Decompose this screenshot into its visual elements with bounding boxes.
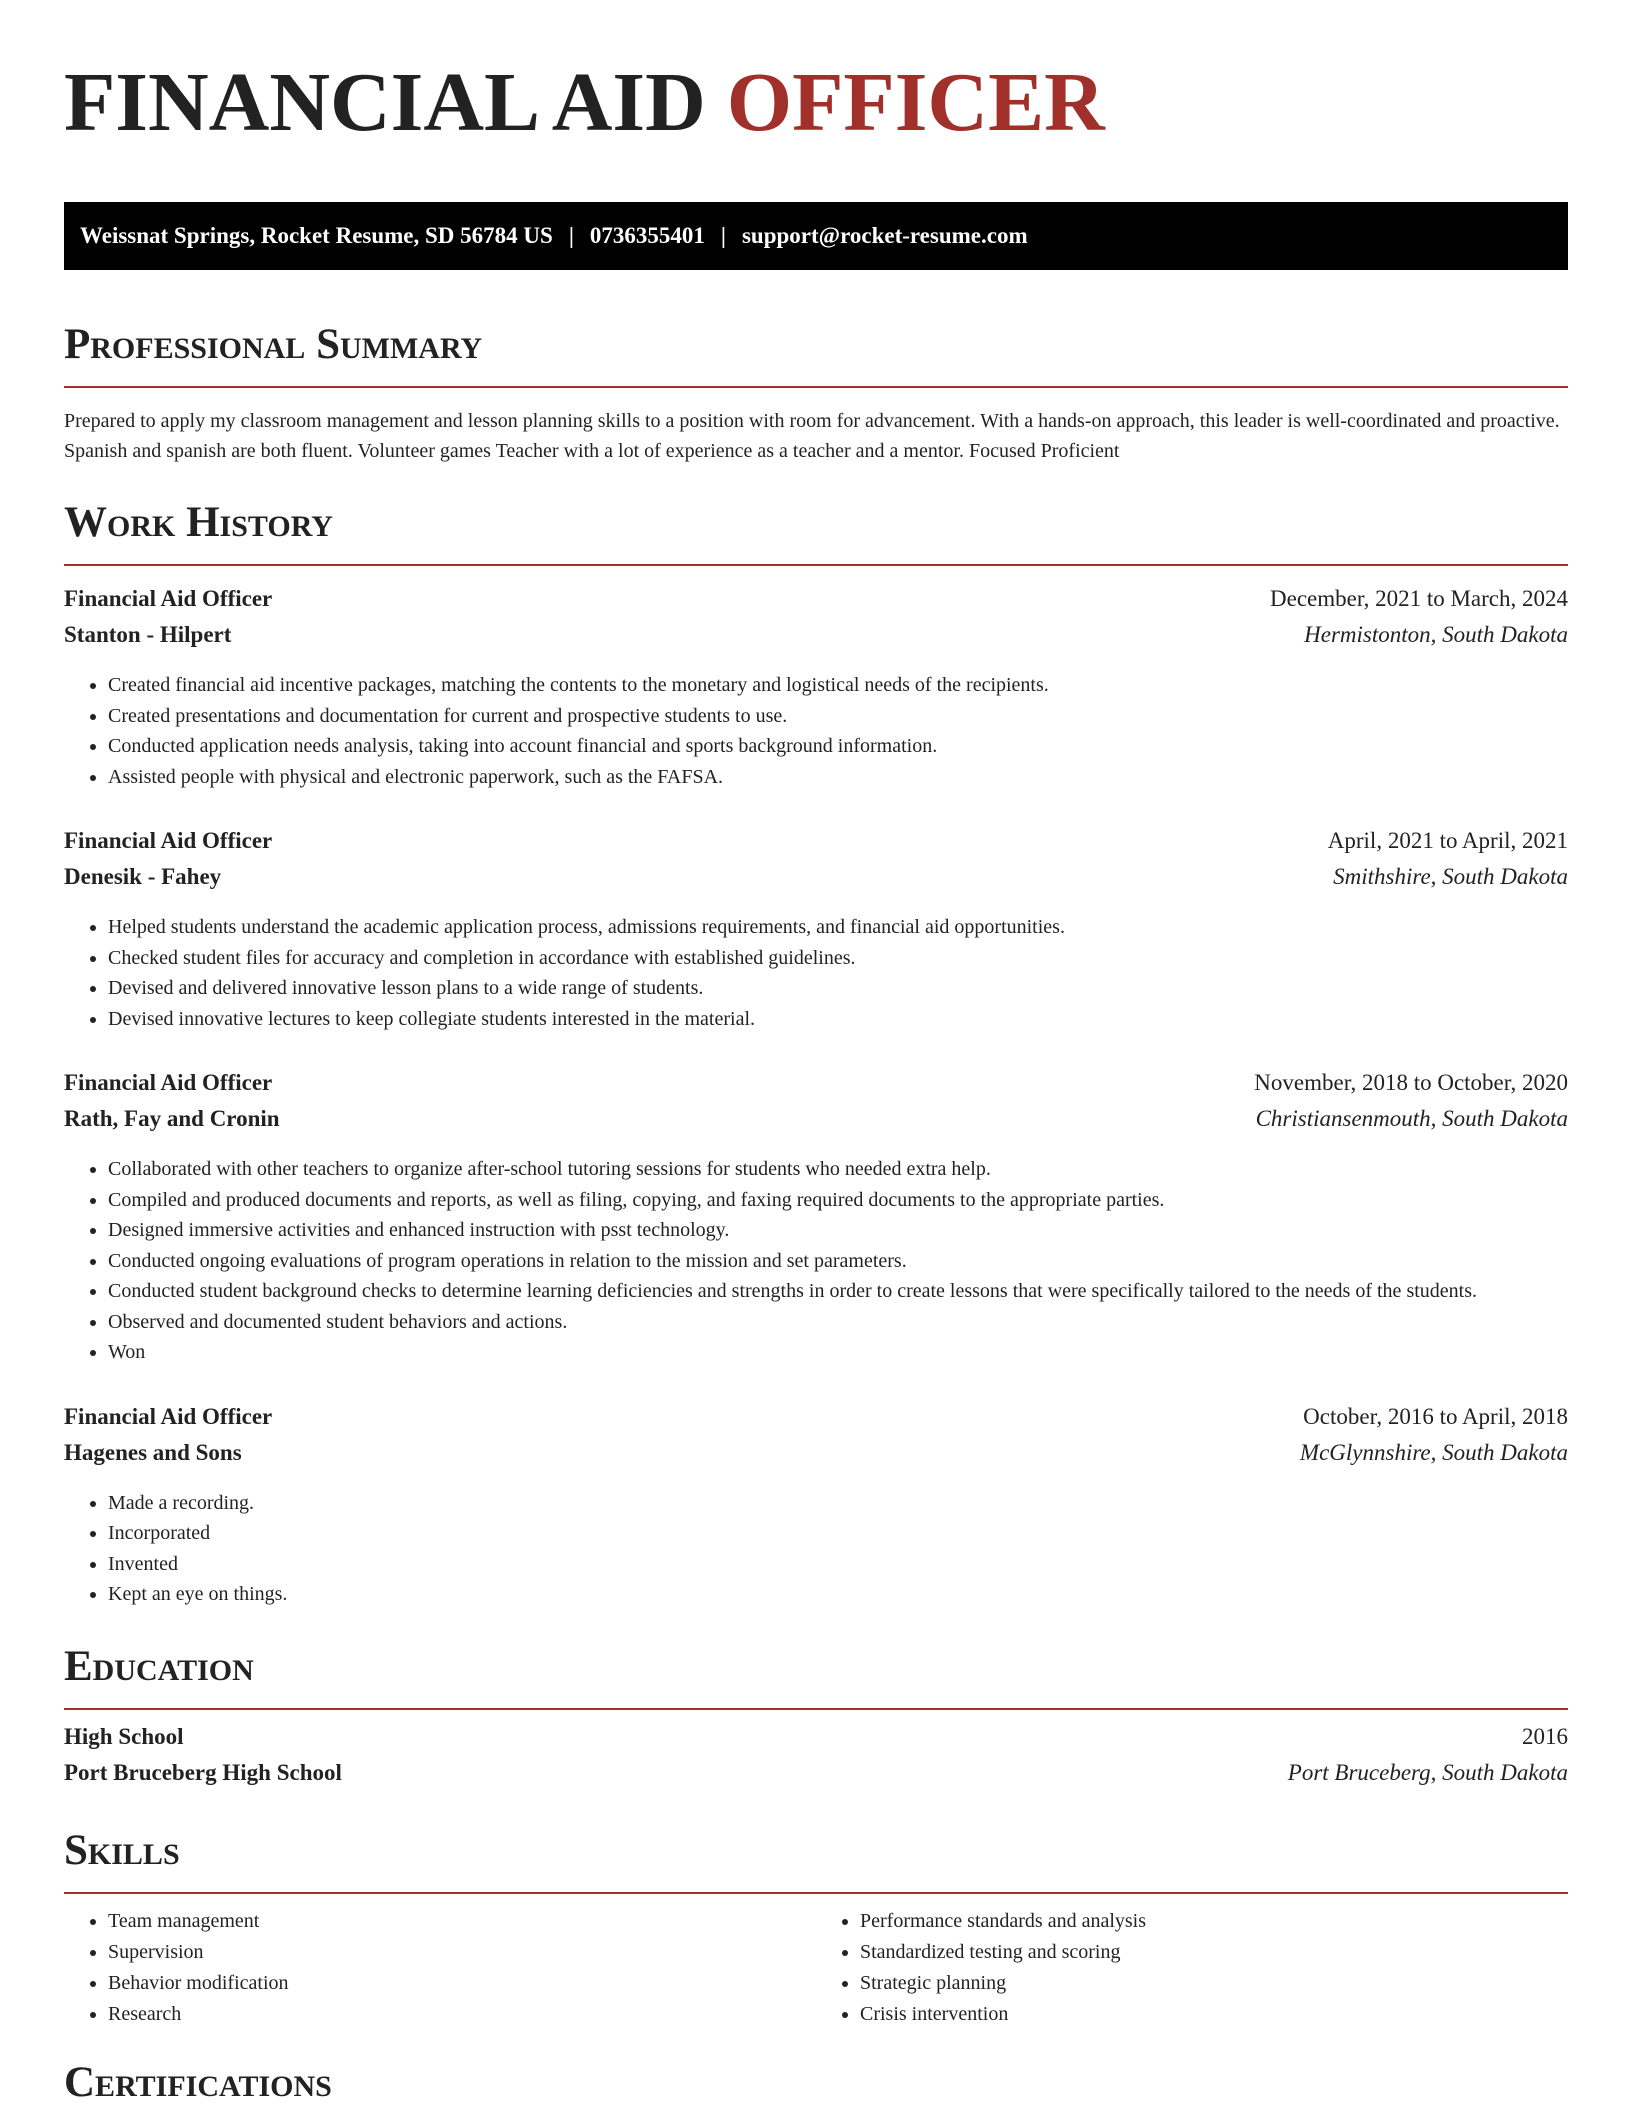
section-divider — [64, 564, 1568, 566]
education-degree: High School — [64, 1723, 184, 1749]
job-company: Denesik - Fahey — [64, 864, 222, 889]
certifications-heading: Certifications — [64, 2058, 332, 2106]
certifications-section — [64, 2056, 1568, 2110]
education-location: Port Bruceberg, South Dakota — [1287, 1759, 1568, 1785]
summary-section — [64, 318, 1568, 466]
contact-separator: | — [568, 223, 574, 248]
job-bullet: • Devised and delivered innovative lesson plans to a wide range of students. — [108, 973, 1568, 1004]
work-history-heading: Work History — [64, 499, 333, 546]
job-entry — [64, 1070, 1568, 1368]
job-bullet: • Conducted student background checks to determine learning deficiencies and strengths in order to create lessons that were specifically tailored to the needs of the students. — [108, 1276, 1568, 1307]
job-bullet: • Compiled and produced documents and reports, as well as filing, copying, and faxing required documents to the appropriate parties. — [108, 1185, 1568, 1216]
work-history-section — [64, 496, 1568, 1610]
section-divider — [64, 1708, 1568, 1710]
job-bullet: • Assisted people with physical and electronic paperwork, such as the FAFSA. — [108, 762, 1568, 793]
job-entry — [64, 586, 1568, 792]
contact-separator: | — [720, 223, 726, 248]
summary-heading: Professional Summary — [64, 321, 483, 368]
job-company: Hagenes and Sons — [64, 1439, 242, 1465]
job-bullet: • Designed immersive activities and enhanced instruction with psst technology. — [108, 1215, 1568, 1246]
job-dates: April, 2021 to April, 2021 — [1327, 828, 1568, 853]
job-bullet: • Conducted ongoing evaluations of program operations in relation to the mission and set parameters. — [108, 1246, 1568, 1277]
skills-heading: Skills — [64, 1826, 180, 1874]
job-entry — [64, 1404, 1568, 1610]
job-company: Stanton - Hilpert — [64, 622, 232, 647]
section-divider — [64, 386, 1568, 388]
education-entry — [64, 1724, 1568, 1796]
job-bullet: • Kept an eye on things. — [108, 1579, 1568, 1610]
job-dates: October, 2016 to April, 2018 — [1303, 1403, 1568, 1429]
contact-phone[interactable]: 0736355401 — [589, 223, 705, 248]
job-title: Financial Aid Officer — [64, 828, 273, 853]
job-location: Hermistonton, South Dakota — [1304, 622, 1568, 647]
job-bullet: • Observed and documented student behaviors and actions. — [108, 1307, 1568, 1338]
resume-name — [64, 52, 1568, 154]
education-school: Port Bruceberg High School — [64, 1759, 342, 1785]
job-bullet: • Created presentations and documentation for current and prospective students to use. — [108, 701, 1568, 732]
job-bullet: • Checked student files for accuracy and completion in accordance with established guidelines. — [108, 943, 1568, 974]
job-dates: December, 2021 to March, 2024 — [1270, 586, 1568, 611]
contact-email[interactable]: support@rocket-resume.com — [741, 223, 1028, 248]
skill-item: • Performance standards and analysis — [860, 1906, 1568, 1937]
name-main: FINANCIAL AID — [64, 56, 727, 149]
section-divider — [64, 1892, 1568, 1894]
job-bullet: • Incorporated — [108, 1518, 1568, 1549]
skills-columns — [64, 1906, 1568, 2030]
job-location: Christiansenmouth, South Dakota — [1255, 1106, 1568, 1131]
job-title: Financial Aid Officer — [64, 1403, 273, 1429]
skill-item: • Standardized testing and scoring — [860, 1937, 1568, 1968]
job-company: Rath, Fay and Cronin — [64, 1106, 280, 1131]
skills-section — [64, 1824, 1568, 2030]
skill-item: • Team management — [108, 1906, 816, 1937]
contact-bar — [64, 202, 1568, 270]
job-bullets — [64, 1154, 1568, 1368]
job-title: Financial Aid Officer — [64, 586, 273, 611]
job-bullet: • Created financial aid incentive packages, matching the contents to the monetary and logistical needs of the recipients. — [108, 670, 1568, 701]
summary-text: Prepared to apply my classroom management and lesson planning skills to a position with room for advancement. With a hands-on approach, this leader is well-coordinated and proactive. Spanish and spanish are both fluent. Volunteer games Teacher with a lot of experience as a teacher and a mentor. Focused Proficient — [64, 410, 1560, 462]
job-bullet: • Collaborated with other teachers to organize after-school tutoring sessions for students who needed extra help. — [108, 1154, 1568, 1185]
skills-list-left — [64, 1906, 816, 2030]
job-bullets — [64, 1488, 1568, 1610]
job-title: Financial Aid Officer — [64, 1070, 273, 1095]
education-section — [64, 1640, 1568, 1796]
job-bullets — [64, 912, 1568, 1034]
contact-address: Weissnat Springs, Rocket Resume, SD 56784 US — [80, 223, 553, 248]
job-bullet: • Helped students understand the academic application process, admissions requirements, and financial aid opportunities. — [108, 912, 1568, 943]
skill-item: • Supervision — [108, 1937, 816, 1968]
job-bullets — [64, 670, 1568, 792]
job-entry — [64, 828, 1568, 1034]
skill-item: • Research — [108, 1999, 816, 2030]
education-year: 2016 — [1522, 1723, 1568, 1749]
skills-list-right — [816, 1906, 1568, 2030]
education-heading: Education — [64, 1642, 254, 1690]
name-accent: OFFICER — [726, 56, 1105, 149]
skill-item: • Behavior modification — [108, 1968, 816, 1999]
job-location: Smithshire, South Dakota — [1333, 864, 1568, 889]
job-bullet: • Won — [108, 1337, 1568, 1368]
job-location: McGlynnshire, South Dakota — [1299, 1439, 1568, 1465]
job-bullet: • Conducted application needs analysis, taking into account financial and sports background information. — [108, 731, 1568, 762]
job-bullet: • Invented — [108, 1549, 1568, 1580]
skill-item: • Strategic planning — [860, 1968, 1568, 1999]
job-bullet: • Devised innovative lectures to keep collegiate students interested in the material. — [108, 1004, 1568, 1035]
skill-item: • Crisis intervention — [860, 1999, 1568, 2030]
job-dates: November, 2018 to October, 2020 — [1254, 1070, 1568, 1095]
job-bullet: • Made a recording. — [108, 1488, 1568, 1519]
